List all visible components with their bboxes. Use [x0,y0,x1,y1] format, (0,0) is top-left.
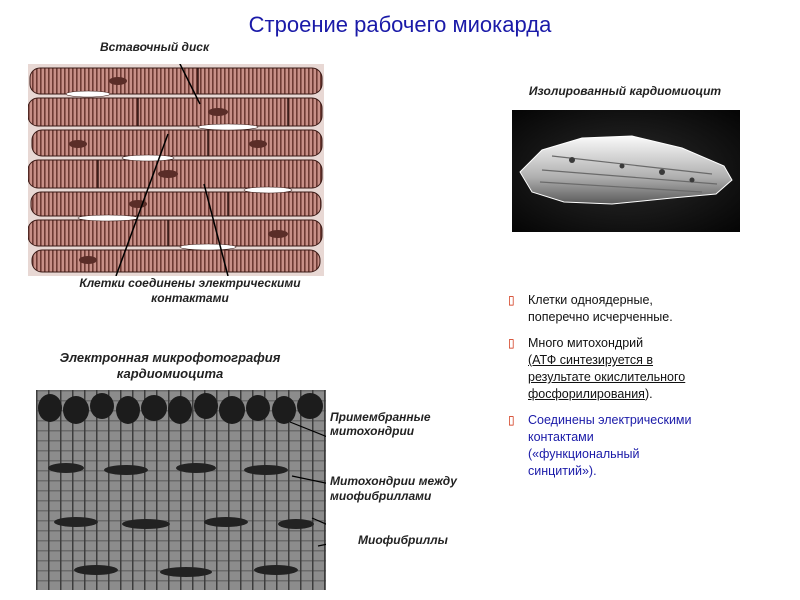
list-item-text: ). [644,387,653,401]
label-line: Митохондрии между [330,474,457,488]
list-item [508,335,793,403]
list-item-text: синцитий»). [528,464,597,478]
electrical-contacts-caption [40,276,340,306]
list-item-text: результате окислительного [528,370,686,384]
caption-line: контактами [151,291,229,305]
list-item [508,412,793,480]
features-list [508,292,793,489]
caption-line: Клетки соединены электрическими [79,276,301,290]
bullet-icon: ▯ [508,336,515,350]
list-item [508,292,793,326]
list-item-text: Соединены электрическими [528,413,692,427]
caption-line: Электронная микрофотография [59,350,281,365]
label-line: миофибриллами [330,489,432,503]
myofibrils-label: Миофибриллы [358,533,448,547]
isolated-cardiomyocyte-image [512,110,740,232]
intermyofibrillar-mitochondria-label [330,474,457,504]
bullet-icon: ▯ [508,293,515,307]
list-item-text: Много митохондрий [528,336,644,350]
myocardium-tissue-illustration [28,64,324,276]
list-item-text: поперечно исчерченные. [528,310,673,324]
submembrane-mitochondria-label [330,410,431,438]
isolated-cardiomyocyte-caption: Изолированный кардиомиоцит [528,84,722,98]
electron-micrograph-caption [20,350,320,382]
bullet-icon: ▯ [508,413,515,427]
list-item-text: контактами [528,430,594,444]
electron-micrograph-image [36,390,326,590]
list-item-text: (АТФ синтезируется в [528,353,654,367]
label-line: митохондрии [330,424,415,438]
label-line: Примембранные [330,410,431,424]
intercalated-disc-label: Вставочный диск [100,40,210,54]
list-item-text: фосфорилирования [528,387,645,401]
caption-line: кардиомиоцита [116,366,224,381]
list-item-text: («функциональный [528,447,640,461]
list-item-text: Клетки одноядерные, [528,293,653,307]
page-title: Строение рабочего миокарда [248,12,552,37]
